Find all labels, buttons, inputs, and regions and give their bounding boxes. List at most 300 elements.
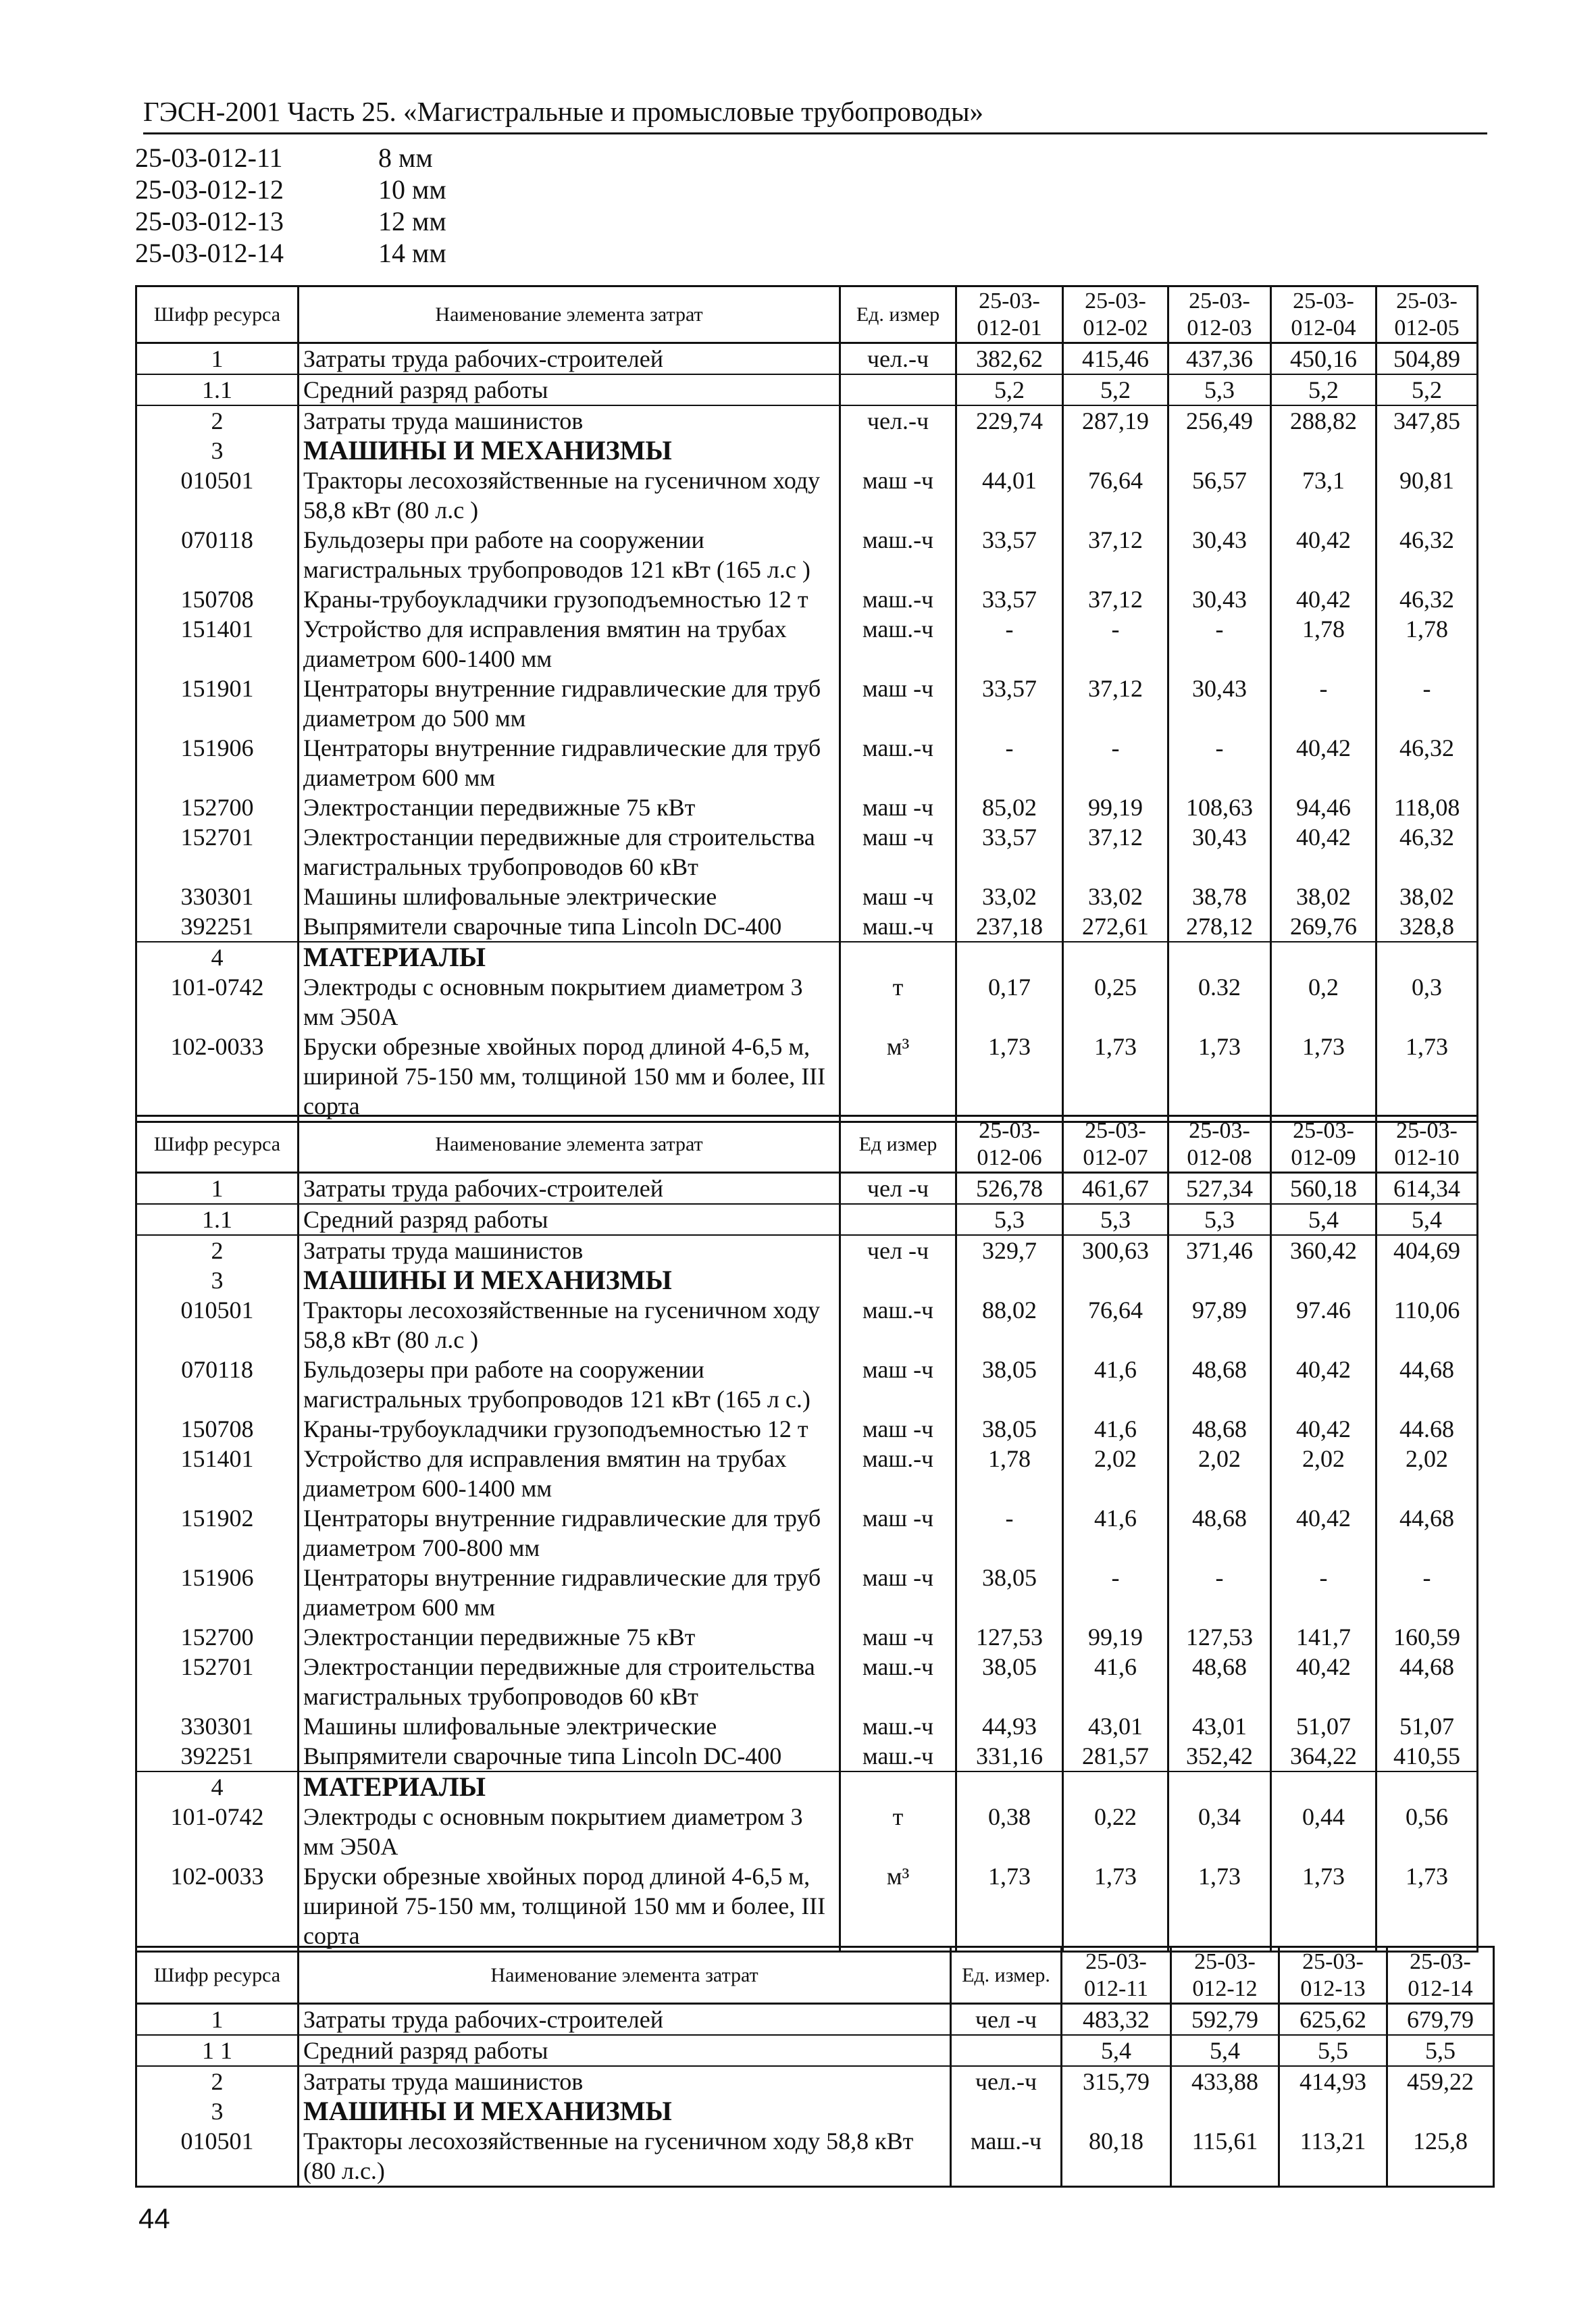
- resource-code: 151906: [136, 1563, 299, 1622]
- value-cell: 1,73: [1376, 1032, 1478, 1122]
- resource-code: 4: [136, 1771, 299, 1802]
- value-cell: [1387, 2096, 1494, 2126]
- value-cell: 331,16: [956, 1741, 1063, 1771]
- unit-cell: [840, 436, 956, 466]
- resource-name: Затраты труда машинистов: [299, 1235, 840, 1265]
- resource-table-3: [135, 1946, 1495, 2188]
- section-row: [136, 942, 1478, 972]
- value-cell: 287,19: [1063, 405, 1168, 436]
- value-cell: 127,53: [956, 1622, 1063, 1652]
- value-cell: 300,63: [1063, 1235, 1168, 1265]
- value-cell: -: [1063, 614, 1168, 674]
- value-cell: 0,44: [1271, 1802, 1376, 1861]
- header-column-code: 25-03-012-02: [1063, 286, 1168, 343]
- value-cell: 1,73: [956, 1861, 1063, 1952]
- value-cell: 5,3: [956, 1204, 1063, 1235]
- value-cell: 5,2: [956, 374, 1063, 405]
- value-cell: 433,88: [1171, 2066, 1279, 2096]
- resource-code: 3: [136, 436, 299, 466]
- value-cell: -: [956, 1503, 1063, 1563]
- header-column-code: 25-03-012-08: [1168, 1116, 1271, 1173]
- value-cell: 1,73: [1168, 1032, 1271, 1122]
- header-column-code: 25-03-012-03: [1168, 286, 1271, 343]
- table-row: [136, 1741, 1478, 1771]
- value-cell: 2,02: [1168, 1444, 1271, 1503]
- value-cell: 99,19: [1063, 793, 1168, 822]
- value-cell: 560,18: [1271, 1173, 1376, 1205]
- resource-code: 330301: [136, 1711, 299, 1741]
- value-cell: [1271, 1771, 1376, 1802]
- unit-cell: маш.-ч: [840, 1295, 956, 1355]
- value-cell: 281,57: [1063, 1741, 1168, 1771]
- value-cell: 46,32: [1376, 733, 1478, 793]
- resource-code: 010501: [136, 2126, 299, 2187]
- table-row: [136, 2004, 1494, 2036]
- resource-name: Краны-трубоукладчики грузоподъемностью 12 т: [299, 584, 840, 614]
- value-cell: 44,68: [1376, 1503, 1478, 1563]
- value-cell: -: [1376, 674, 1478, 733]
- resource-code: 1: [136, 1173, 299, 1205]
- value-cell: 1,73: [1271, 1032, 1376, 1122]
- value-cell: [1171, 2096, 1279, 2126]
- unit-cell: [840, 1771, 956, 1802]
- resource-name: Тракторы лесохозяйственные на гусеничном ходу 58,8 кВт (80 л.с ): [299, 466, 840, 525]
- header-column-code: 25-03-012-11: [1062, 1947, 1171, 2004]
- table-row: [136, 1503, 1478, 1563]
- value-cell: [1168, 1771, 1271, 1802]
- value-cell: [956, 1265, 1063, 1295]
- resource-name: МАТЕРИАЛЫ: [299, 942, 840, 972]
- resource-name: Краны-трубоукладчики грузоподъемностью 12 т: [299, 1414, 840, 1444]
- resource-code: 2: [136, 1235, 299, 1265]
- header-column-code: 25-03-012-06: [956, 1116, 1063, 1173]
- resource-name: Машины шлифовальные электрические: [299, 882, 840, 911]
- header-unit: Ед. измер: [840, 286, 956, 343]
- value-cell: -: [1271, 1563, 1376, 1622]
- header-column-code: 25-03-012-09: [1271, 1116, 1376, 1173]
- table-row: [136, 1563, 1478, 1622]
- value-cell: 94,46: [1271, 793, 1376, 822]
- resource-code: 392251: [136, 911, 299, 942]
- subitem-label: 10 мм: [378, 174, 446, 205]
- resource-name: Устройство для исправления вмятин на трубах диаметром 600-1400 мм: [299, 614, 840, 674]
- resource-code: 101-0742: [136, 1802, 299, 1861]
- header-code: Шифр ресурса: [136, 1116, 299, 1173]
- unit-cell: [951, 2035, 1062, 2066]
- unit-cell: маш.-ч: [840, 525, 956, 584]
- header-column-code: 25-03-012-13: [1279, 1947, 1387, 2004]
- table-row: [136, 1235, 1478, 1265]
- value-cell: [956, 942, 1063, 972]
- resource-code: 102-0033: [136, 1032, 299, 1122]
- value-cell: 76,64: [1063, 466, 1168, 525]
- unit-cell: чел.-ч: [840, 405, 956, 436]
- value-cell: [1279, 2096, 1387, 2126]
- resource-name: Затраты труда рабочих-строителей: [299, 2004, 951, 2036]
- table-row: [136, 1414, 1478, 1444]
- value-cell: 269,76: [1271, 911, 1376, 942]
- resource-name: Центраторы внутренние гидравлические для труб диаметром до 500 мм: [299, 674, 840, 733]
- value-cell: 43,01: [1168, 1711, 1271, 1741]
- value-cell: 526,78: [956, 1173, 1063, 1205]
- subitem: [135, 174, 446, 205]
- resource-name: Выпрямители сварочные типа Lincoln DC-400: [299, 1741, 840, 1771]
- table-row: [136, 822, 1478, 882]
- value-cell: 360,42: [1271, 1235, 1376, 1265]
- unit-cell: маш -ч: [840, 1563, 956, 1622]
- unit-cell: маш.-ч: [840, 1711, 956, 1741]
- subitem-code: 25-03-012-12: [135, 174, 284, 205]
- table-row: [136, 1173, 1478, 1205]
- value-cell: 40,42: [1271, 1414, 1376, 1444]
- value-cell: 73,1: [1271, 466, 1376, 525]
- resource-name: МАТЕРИАЛЫ: [299, 1771, 840, 1802]
- resource-code: 151902: [136, 1503, 299, 1563]
- value-cell: 2,02: [1376, 1444, 1478, 1503]
- value-cell: 1,78: [1271, 614, 1376, 674]
- table-row: [136, 1861, 1478, 1952]
- value-cell: 37,12: [1063, 674, 1168, 733]
- unit-cell: чел -ч: [951, 2004, 1062, 2036]
- value-cell: 1,78: [1376, 614, 1478, 674]
- resource-name: МАШИНЫ И МЕХАНИЗМЫ: [299, 1265, 840, 1295]
- value-cell: 44,68: [1376, 1652, 1478, 1711]
- value-cell: 5,2: [1063, 374, 1168, 405]
- resource-code: 330301: [136, 882, 299, 911]
- value-cell: 115,61: [1171, 2126, 1279, 2187]
- resource-code: 102-0033: [136, 1861, 299, 1952]
- resource-name: Тракторы лесохозяйственные на гусеничном ходу 58,8 кВт (80 л.с.): [299, 2126, 951, 2187]
- value-cell: 38,05: [956, 1355, 1063, 1414]
- header-column-code: 25-03-012-07: [1063, 1116, 1168, 1173]
- unit-cell: т: [840, 1802, 956, 1861]
- header-column-code: 25-03-012-01: [956, 286, 1063, 343]
- table-row: [136, 584, 1478, 614]
- value-cell: 30,43: [1168, 525, 1271, 584]
- unit-cell: маш -ч: [840, 466, 956, 525]
- value-cell: 33,02: [956, 882, 1063, 911]
- resource-code: 1.1: [136, 1204, 299, 1235]
- value-cell: 410,55: [1376, 1741, 1478, 1771]
- unit-cell: [951, 2096, 1062, 2126]
- resource-code: 392251: [136, 1741, 299, 1771]
- table-row: [136, 1711, 1478, 1741]
- header-name: Наименование элемента затрат: [299, 1116, 840, 1173]
- unit-cell: маш -ч: [840, 1414, 956, 1444]
- value-cell: 76,64: [1063, 1295, 1168, 1355]
- subitem: [135, 237, 446, 269]
- header-column-code: 25-03-012-04: [1271, 286, 1376, 343]
- subitem-label: 14 мм: [378, 238, 446, 268]
- unit-cell: маш.-ч: [840, 1652, 956, 1711]
- unit-cell: маш.-ч: [840, 614, 956, 674]
- value-cell: 33,57: [956, 674, 1063, 733]
- resource-name: Электроды с основным покрытием диаметром 3 мм Э50А: [299, 1802, 840, 1861]
- subitem-list: [135, 142, 446, 269]
- unit-cell: маш.-ч: [951, 2126, 1062, 2187]
- value-cell: 0,2: [1271, 972, 1376, 1032]
- resource-code: 151906: [136, 733, 299, 793]
- value-cell: 5,5: [1279, 2035, 1387, 2066]
- value-cell: 30,43: [1168, 822, 1271, 882]
- value-cell: 80,18: [1062, 2126, 1171, 2187]
- resource-name: Бруски обрезные хвойных пород длиной 4-6,5 м, шириной 75-150 мм, толщиной 150 мм и более, III сорта: [299, 1032, 840, 1122]
- subitem-label: 12 мм: [378, 206, 446, 236]
- value-cell: -: [1168, 1563, 1271, 1622]
- table-row: [136, 1204, 1478, 1235]
- table-row: [136, 405, 1478, 436]
- value-cell: [1271, 436, 1376, 466]
- value-cell: 110,06: [1376, 1295, 1478, 1355]
- value-cell: 38,05: [956, 1652, 1063, 1711]
- table-row: [136, 1032, 1478, 1122]
- value-cell: 0,17: [956, 972, 1063, 1032]
- value-cell: 0,34: [1168, 1802, 1271, 1861]
- value-cell: 272,61: [1063, 911, 1168, 942]
- resource-name: Средний разряд работы: [299, 2035, 951, 2066]
- table-row: [136, 1355, 1478, 1414]
- value-cell: 40,42: [1271, 1652, 1376, 1711]
- resource-code: 010501: [136, 1295, 299, 1355]
- value-cell: 41,6: [1063, 1414, 1168, 1444]
- value-cell: 450,16: [1271, 343, 1376, 375]
- value-cell: 99,19: [1063, 1622, 1168, 1652]
- resource-name: Тракторы лесохозяйственные на гусеничном ходу 58,8 кВт (80 л.с ): [299, 1295, 840, 1355]
- value-cell: 160,59: [1376, 1622, 1478, 1652]
- value-cell: 459,22: [1387, 2066, 1494, 2096]
- resource-code: 152701: [136, 822, 299, 882]
- table-row: [136, 1444, 1478, 1503]
- resource-name: Средний разряд работы: [299, 1204, 840, 1235]
- header-column-code: 25-03-012-12: [1171, 1947, 1279, 2004]
- header-code: Шифр ресурса: [136, 286, 299, 343]
- value-cell: -: [1063, 1563, 1168, 1622]
- value-cell: 5,3: [1063, 1204, 1168, 1235]
- resource-name: Выпрямители сварочные типа Lincoln DC-400: [299, 911, 840, 942]
- value-cell: 44,01: [956, 466, 1063, 525]
- unit-cell: маш.-ч: [840, 733, 956, 793]
- value-cell: [1063, 1265, 1168, 1295]
- value-cell: 415,46: [1063, 343, 1168, 375]
- value-cell: -: [1168, 614, 1271, 674]
- value-cell: 1,73: [1063, 1861, 1168, 1952]
- resource-name: МАШИНЫ И МЕХАНИЗМЫ: [299, 436, 840, 466]
- value-cell: [1168, 942, 1271, 972]
- subitem-label: 8 мм: [378, 143, 433, 173]
- value-cell: -: [956, 733, 1063, 793]
- section-row: [136, 1265, 1478, 1295]
- value-cell: 37,12: [1063, 584, 1168, 614]
- value-cell: 625,62: [1279, 2004, 1387, 2036]
- section-row: [136, 1771, 1478, 1802]
- value-cell: 90,81: [1376, 466, 1478, 525]
- table-row: [136, 674, 1478, 733]
- page-number: 44: [138, 2203, 170, 2234]
- resource-code: 1.1: [136, 374, 299, 405]
- value-cell: [1376, 1265, 1478, 1295]
- unit-cell: маш -ч: [840, 1622, 956, 1652]
- resource-code: 1 1: [136, 2035, 299, 2066]
- value-cell: [1063, 1771, 1168, 1802]
- unit-cell: чел -ч: [840, 1173, 956, 1205]
- unit-cell: чел -ч: [840, 1235, 956, 1265]
- value-cell: 461,67: [1063, 1173, 1168, 1205]
- unit-cell: маш -ч: [840, 674, 956, 733]
- unit-cell: маш -ч: [840, 1503, 956, 1563]
- value-cell: 329,7: [956, 1235, 1063, 1265]
- value-cell: [1271, 1265, 1376, 1295]
- table-row: [136, 2066, 1494, 2096]
- value-cell: -: [1168, 733, 1271, 793]
- resource-name: МАШИНЫ И МЕХАНИЗМЫ: [299, 2096, 951, 2126]
- value-cell: 315,79: [1062, 2066, 1171, 2096]
- value-cell: 0,22: [1063, 1802, 1168, 1861]
- value-cell: [1271, 942, 1376, 972]
- value-cell: 328,8: [1376, 911, 1478, 942]
- value-cell: 38,78: [1168, 882, 1271, 911]
- value-cell: [1376, 436, 1478, 466]
- value-cell: 0,56: [1376, 1802, 1478, 1861]
- resource-code: 1: [136, 2004, 299, 2036]
- value-cell: 30,43: [1168, 674, 1271, 733]
- resource-name: Центраторы внутренние гидравлические для труб диаметром 700-800 мм: [299, 1503, 840, 1563]
- unit-cell: маш.-ч: [840, 584, 956, 614]
- value-cell: -: [956, 614, 1063, 674]
- value-cell: 40,42: [1271, 733, 1376, 793]
- value-cell: 1,73: [1168, 1861, 1271, 1952]
- table-row: [136, 1295, 1478, 1355]
- value-cell: 5,2: [1376, 374, 1478, 405]
- resource-name: Центраторы внутренние гидравлические для труб диаметром 600 мм: [299, 1563, 840, 1622]
- table-row: [136, 374, 1478, 405]
- value-cell: 40,42: [1271, 1503, 1376, 1563]
- value-cell: 2,02: [1063, 1444, 1168, 1503]
- value-cell: 278,12: [1168, 911, 1271, 942]
- value-cell: 364,22: [1271, 1741, 1376, 1771]
- value-cell: 38,02: [1376, 882, 1478, 911]
- resource-name: Затраты труда машинистов: [299, 405, 840, 436]
- value-cell: 5,4: [1271, 1204, 1376, 1235]
- subitem-code: 25-03-012-11: [135, 143, 283, 173]
- value-cell: 1,73: [956, 1032, 1063, 1122]
- table-row: [136, 343, 1478, 375]
- table-row: [136, 2126, 1494, 2187]
- value-cell: 40,42: [1271, 584, 1376, 614]
- subitem-code: 25-03-012-14: [135, 238, 284, 268]
- value-cell: 40,42: [1271, 822, 1376, 882]
- value-cell: 33,57: [956, 584, 1063, 614]
- value-cell: 0,38: [956, 1802, 1063, 1861]
- value-cell: 41,6: [1063, 1503, 1168, 1563]
- resource-name: Электростанции передвижные 75 кВт: [299, 1622, 840, 1652]
- value-cell: 46,32: [1376, 822, 1478, 882]
- value-cell: -: [1063, 733, 1168, 793]
- header-unit: Ед измер: [840, 1116, 956, 1173]
- resource-table-1: [135, 285, 1478, 1123]
- value-cell: 51,07: [1376, 1711, 1478, 1741]
- section-row: [136, 2096, 1494, 2126]
- value-cell: 127,53: [1168, 1622, 1271, 1652]
- value-cell: 30,43: [1168, 584, 1271, 614]
- resource-name: Средний разряд работы: [299, 374, 840, 405]
- value-cell: 1,73: [1271, 1861, 1376, 1952]
- value-cell: 414,93: [1279, 2066, 1387, 2096]
- unit-cell: [840, 1204, 956, 1235]
- value-cell: 88,02: [956, 1295, 1063, 1355]
- page-header: ГЭСН-2001 Часть 25. «Магистральные и промысловые трубопроводы»: [143, 93, 1487, 134]
- header-column-code: 25-03-012-14: [1387, 1947, 1494, 2004]
- resource-name: Машины шлифовальные электрические: [299, 1711, 840, 1741]
- resource-code: 151401: [136, 1444, 299, 1503]
- value-cell: 46,32: [1376, 584, 1478, 614]
- value-cell: 237,18: [956, 911, 1063, 942]
- value-cell: 5,4: [1171, 2035, 1279, 2066]
- header-code: Шифр ресурса: [136, 1947, 299, 2004]
- resource-code: 070118: [136, 525, 299, 584]
- resource-name: Затраты труда рабочих-строителей: [299, 343, 840, 375]
- value-cell: 5,4: [1062, 2035, 1171, 2066]
- value-cell: 40,42: [1271, 525, 1376, 584]
- subitem: [135, 142, 446, 174]
- value-cell: 118,08: [1376, 793, 1478, 822]
- value-cell: 229,74: [956, 405, 1063, 436]
- value-cell: 48,68: [1168, 1355, 1271, 1414]
- resource-table-2: [135, 1115, 1478, 1953]
- value-cell: 37,12: [1063, 525, 1168, 584]
- value-cell: 5,5: [1387, 2035, 1494, 2066]
- resource-code: 150708: [136, 1414, 299, 1444]
- resource-code: 152700: [136, 793, 299, 822]
- resource-code: 2: [136, 405, 299, 436]
- value-cell: 125,8: [1387, 2126, 1494, 2187]
- value-cell: 108,63: [1168, 793, 1271, 822]
- header-column-code: 25-03-012-05: [1376, 286, 1478, 343]
- value-cell: 5,4: [1376, 1204, 1478, 1235]
- unit-cell: т: [840, 972, 956, 1032]
- value-cell: 347,85: [1376, 405, 1478, 436]
- value-cell: 41,6: [1063, 1355, 1168, 1414]
- unit-cell: маш -ч: [840, 822, 956, 882]
- unit-cell: маш.-ч: [840, 1741, 956, 1771]
- table-row: [136, 2035, 1494, 2066]
- unit-cell: [840, 1265, 956, 1295]
- value-cell: 679,79: [1387, 2004, 1494, 2036]
- resource-name: Бульдозеры при работе на сооружении магистральных трубопроводов 121 кВт (165 л.с ): [299, 525, 840, 584]
- value-cell: 37,12: [1063, 822, 1168, 882]
- value-cell: 40,42: [1271, 1355, 1376, 1414]
- value-cell: 48,68: [1168, 1652, 1271, 1711]
- resource-name: Электростанции передвижные для строительства магистральных трубопроводов 60 кВт: [299, 1652, 840, 1711]
- resource-code: 1: [136, 343, 299, 375]
- value-cell: 41,6: [1063, 1652, 1168, 1711]
- value-cell: [1062, 2096, 1171, 2126]
- value-cell: 33,57: [956, 822, 1063, 882]
- resource-code: 152701: [136, 1652, 299, 1711]
- value-cell: [1376, 1771, 1478, 1802]
- value-cell: 0,3: [1376, 972, 1478, 1032]
- value-cell: 97.46: [1271, 1295, 1376, 1355]
- value-cell: 97,89: [1168, 1295, 1271, 1355]
- table-row: [136, 1802, 1478, 1861]
- value-cell: 382,62: [956, 343, 1063, 375]
- value-cell: 2,02: [1271, 1444, 1376, 1503]
- value-cell: 256,49: [1168, 405, 1271, 436]
- value-cell: 44.68: [1376, 1414, 1478, 1444]
- resource-name: Центраторы внутренние гидравлические для труб диаметром 600 мм: [299, 733, 840, 793]
- value-cell: 43,01: [1063, 1711, 1168, 1741]
- value-cell: 38,05: [956, 1563, 1063, 1622]
- value-cell: 483,32: [1062, 2004, 1171, 2036]
